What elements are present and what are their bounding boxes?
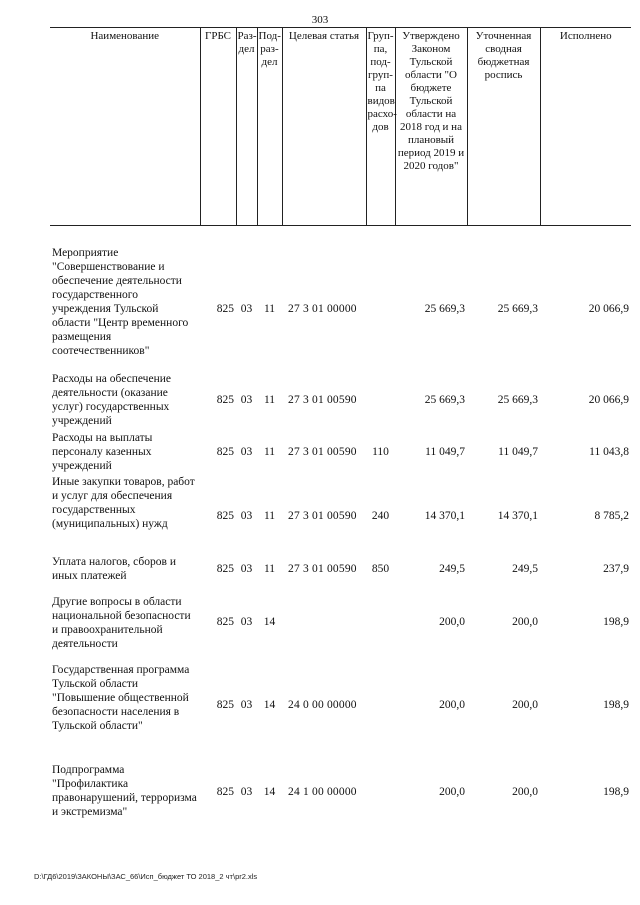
row-target: 27 3 01 00590: [288, 563, 357, 575]
table-row: [50, 763, 631, 823]
table-row: [50, 431, 631, 475]
row-target: 27 3 01 00590: [288, 446, 357, 458]
row-section: 03: [240, 394, 253, 406]
row-group: [367, 246, 394, 302]
row-target: 27 3 01 00590: [288, 394, 357, 406]
row-grbs: 825: [216, 699, 234, 711]
row-executed: 8 785,2: [594, 510, 629, 522]
row-target: [288, 595, 365, 615]
row-refined: 249,5: [512, 563, 538, 575]
header-subsection: Под-раз-дел: [257, 28, 282, 226]
row-target: 24 0 00 00000: [288, 699, 357, 711]
row-approved: 25 669,3: [424, 394, 465, 406]
row-subsection: 11: [263, 303, 276, 315]
row-refined: 200,0: [512, 616, 538, 628]
row-group: [367, 663, 394, 698]
row-subsection: 14: [263, 616, 276, 628]
row-approved: 14 370,1: [424, 510, 465, 522]
row-approved: 11 049,7: [425, 446, 465, 458]
row-refined: 11 049,7: [498, 446, 538, 458]
row-executed: 20 066,9: [588, 303, 629, 315]
row-refined: 200,0: [512, 699, 538, 711]
row-approved: 200,0: [439, 699, 465, 711]
row-group: 110: [372, 446, 389, 458]
row-executed: 20 066,9: [588, 394, 629, 406]
table-row: [50, 475, 631, 555]
header-executed: Исполнено: [540, 28, 631, 226]
header-name: Наименование: [50, 28, 200, 226]
row-name: Уплата налогов, сборов и иных платежей: [52, 556, 176, 582]
header-group: Груп-па, под-груп-па видов расхо-дов: [366, 28, 395, 226]
row-name: Иные закупки товаров, работ и услуг для обеспечения государственных (муниципальных) нужд: [52, 476, 195, 530]
row-grbs: 825: [216, 786, 234, 798]
row-group: 240: [371, 510, 390, 522]
row-section: 03: [240, 303, 253, 315]
header-section: Раз-дел: [236, 28, 257, 226]
row-subsection: 11: [263, 563, 276, 575]
row-name: Расходы на обеспечение деятельности (оказание услуг) государственных учреждений: [52, 373, 171, 427]
row-target: 24 1 00 00000: [288, 786, 357, 798]
header-grbs: ГРБС: [200, 28, 236, 226]
row-group: [367, 595, 394, 615]
row-refined: 25 669,3: [497, 303, 538, 315]
row-name: Государственная программа Тульской области "Повышение общественной безопасности населения в Тульской области": [52, 664, 190, 732]
spacer-row: [50, 226, 631, 247]
row-grbs: 825: [216, 303, 234, 315]
row-target: 27 3 01 00000: [288, 303, 357, 315]
row-approved: 200,0: [439, 616, 465, 628]
table-row: [50, 246, 631, 372]
row-grbs: 825: [216, 394, 234, 406]
row-name: Подпрограмма "Профилактика правонарушений, терроризма и экстремизма": [52, 764, 197, 818]
row-section: 03: [240, 699, 253, 711]
row-refined: 200,0: [512, 786, 538, 798]
row-refined: 14 370,1: [497, 510, 538, 522]
row-grbs: 825: [216, 563, 234, 575]
row-name: Расходы на выплаты персоналу казенных учреждений: [52, 432, 153, 472]
table-row: [50, 595, 631, 663]
row-section: 03: [240, 616, 253, 628]
row-section: 03: [240, 510, 253, 522]
row-subsection: 14: [263, 786, 276, 798]
page-number: 303: [311, 14, 329, 26]
row-executed: 198,9: [603, 616, 629, 628]
row-subsection: 11: [263, 394, 276, 406]
row-subsection: 11: [263, 510, 276, 522]
row-approved: 25 669,3: [424, 303, 465, 315]
file-path-footer: D:\ГД6\2019\ЗАКОНЫ\ЗАС_66\Исп_бюджет ТО 2018_2 чт\pr2.xls: [34, 872, 258, 881]
row-group: [367, 763, 394, 785]
header-approved: Утверждено Законом Тульской области "О бюджете Тульской области на 2018 год и на плановый период 2019 и 2020 годов": [395, 28, 467, 226]
row-name: Другие вопросы в области национальной безопасности и правоохранительной деятельности: [52, 596, 191, 650]
row-grbs: 825: [216, 510, 234, 522]
row-group: [367, 372, 394, 393]
table-row: [50, 663, 631, 763]
row-section: 03: [240, 786, 253, 798]
row-approved: 249,5: [439, 563, 465, 575]
row-section: 03: [240, 446, 253, 458]
table-row: [50, 555, 631, 595]
header-refined: Уточненная сводная бюджетная роспись: [467, 28, 540, 226]
row-executed: 198,9: [603, 786, 629, 798]
row-executed: 198,9: [603, 699, 629, 711]
row-subsection: 11: [263, 446, 276, 458]
row-group: 850: [371, 563, 390, 575]
row-grbs: 825: [216, 616, 234, 628]
budget-table: [50, 27, 631, 823]
row-name: Мероприятие "Совершенствование и обеспечение деятельности государственного учреждения Тульской области "Центр временного размещения соотечественников": [52, 247, 189, 357]
row-executed: 11 043,8: [589, 446, 629, 458]
row-section: 03: [240, 563, 253, 575]
header-target: Целевая статья: [282, 28, 366, 226]
table-header-row: [50, 28, 631, 226]
row-grbs: 825: [216, 446, 234, 458]
table-row: [50, 372, 631, 431]
row-approved: 200,0: [439, 786, 465, 798]
row-refined: 25 669,3: [497, 394, 538, 406]
row-executed: 237,9: [603, 563, 629, 575]
row-target: 27 3 01 00590: [288, 510, 357, 522]
row-subsection: 14: [263, 699, 276, 711]
